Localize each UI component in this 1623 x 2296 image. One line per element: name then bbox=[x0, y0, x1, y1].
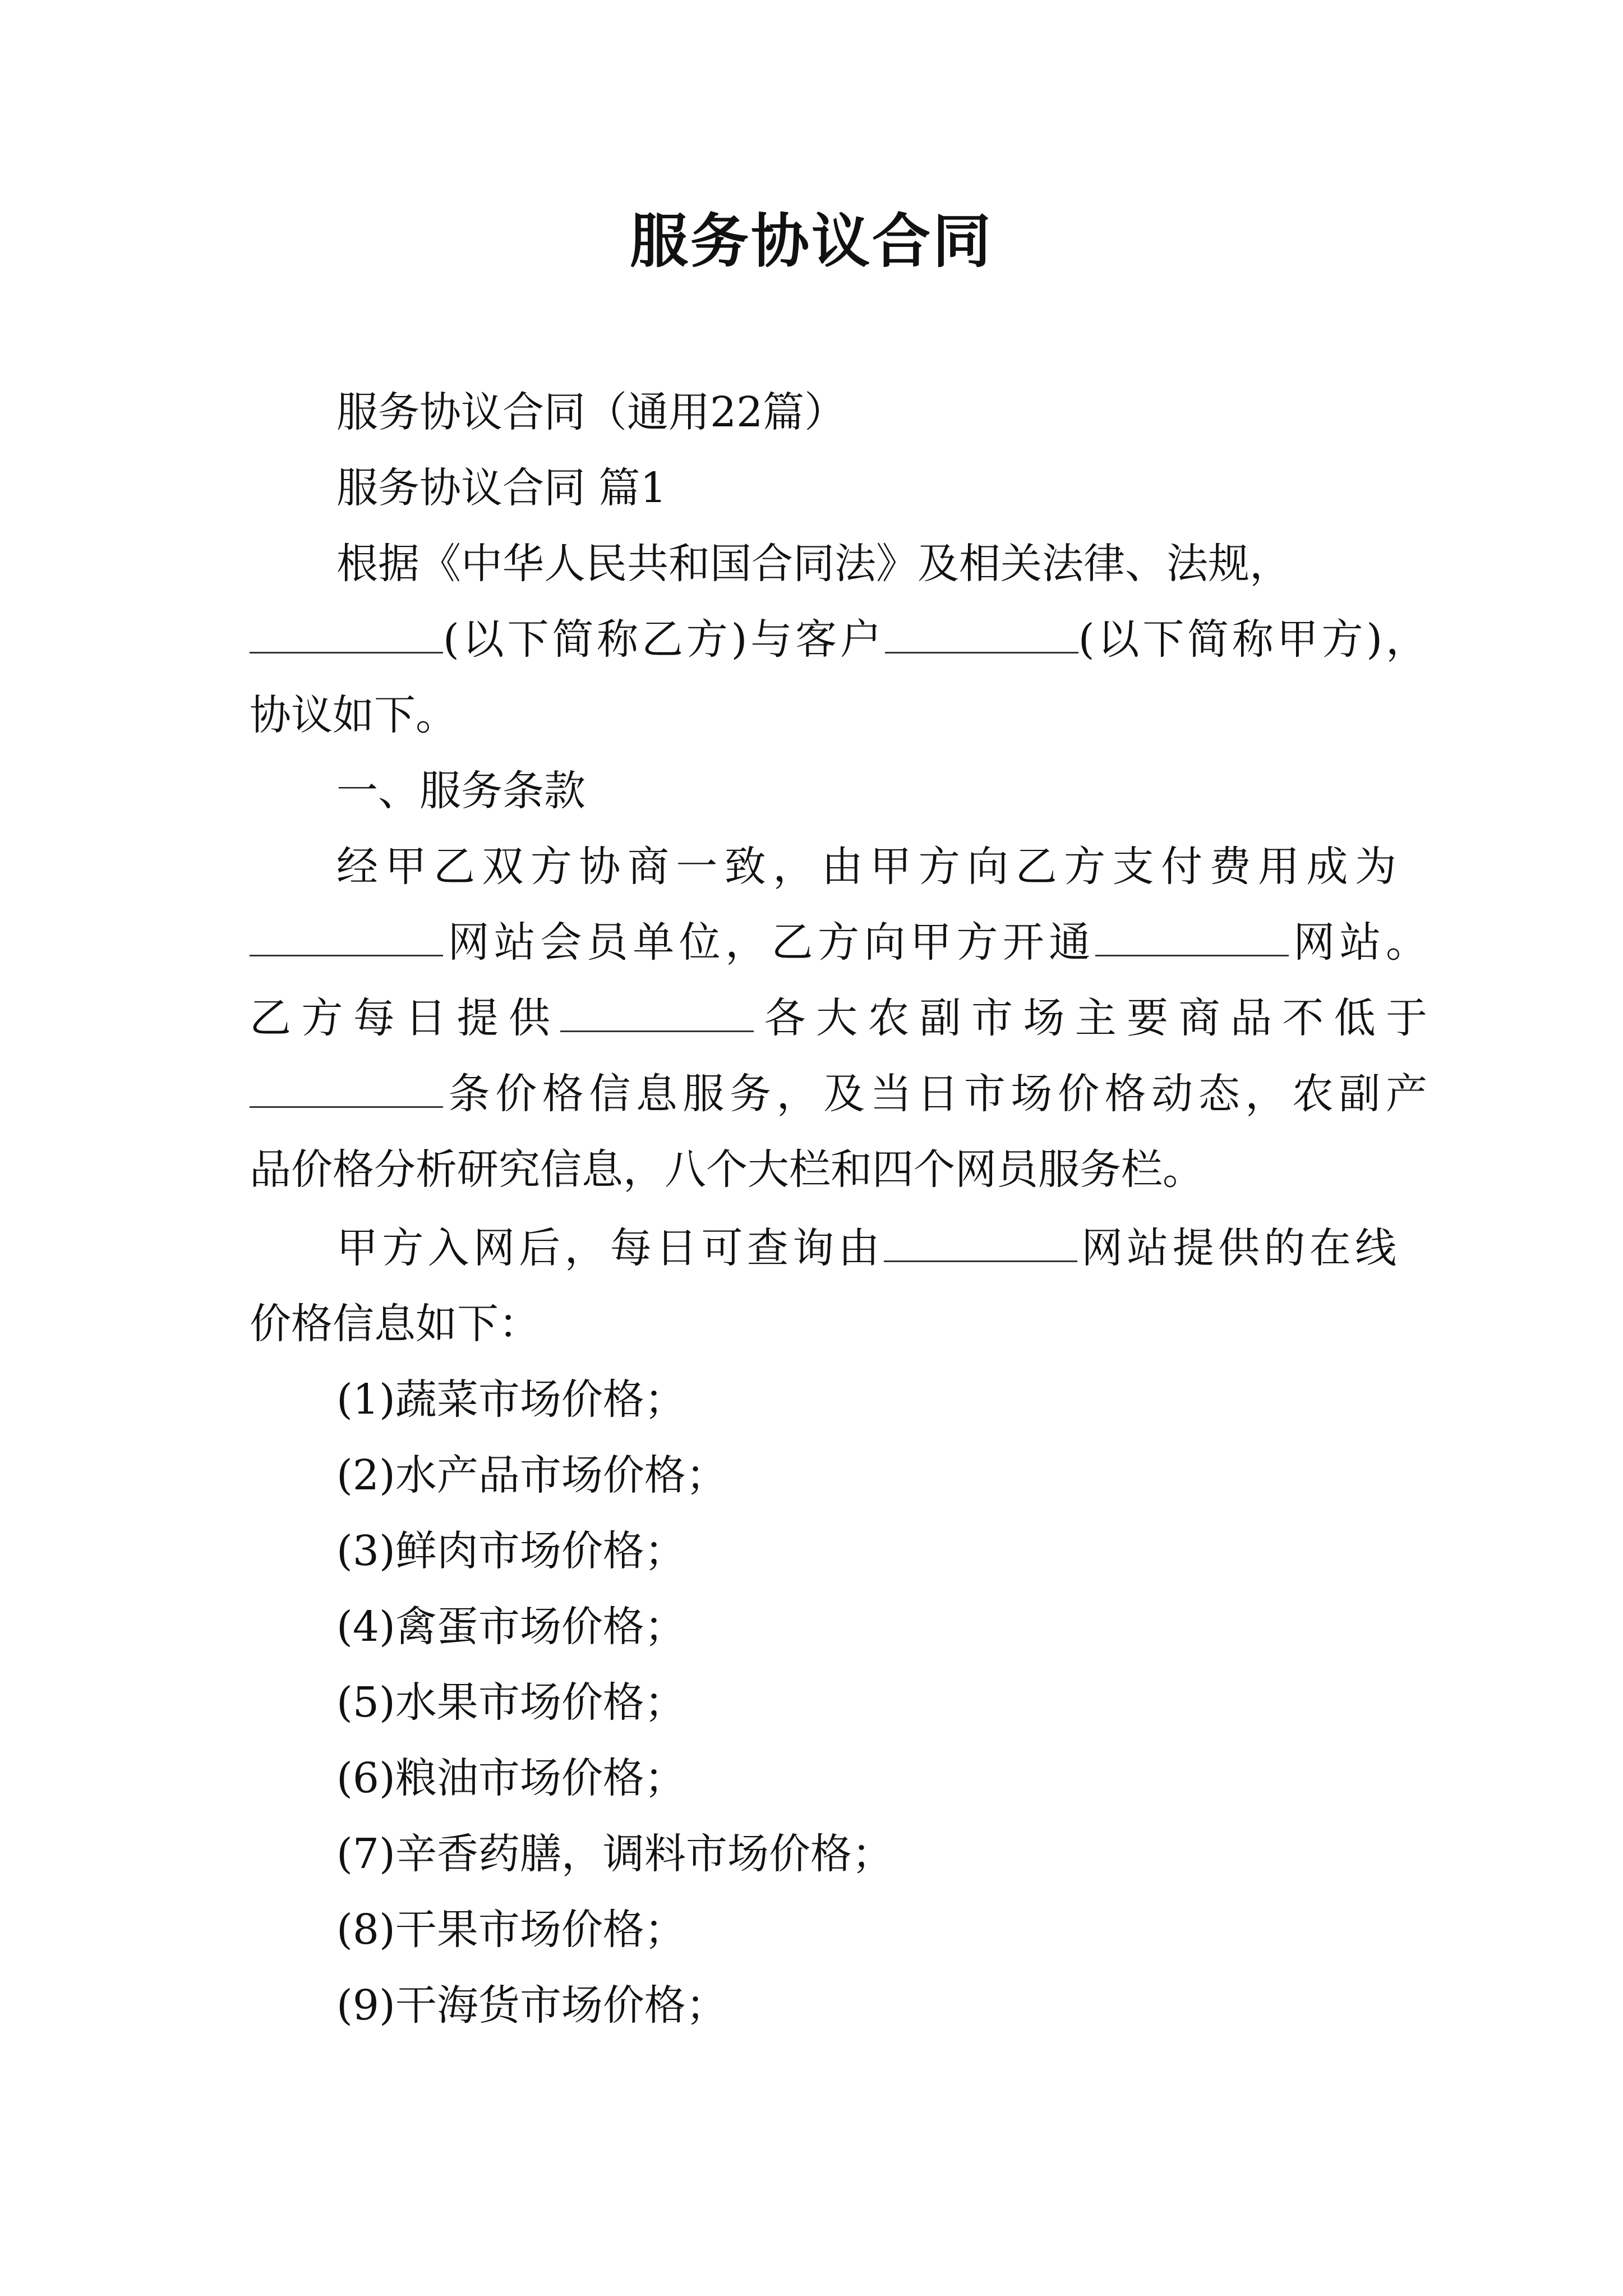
list-item: (5)水果市场价格； bbox=[336, 1678, 686, 1727]
blank-field bbox=[250, 915, 443, 956]
list-item: (4)禽蛋市场价格； bbox=[336, 1603, 686, 1651]
query-line-2: 价格信息如下： bbox=[250, 1300, 540, 1348]
list-item: (8)干果市场价格； bbox=[336, 1906, 686, 1954]
document-title: 服务协议合同 bbox=[629, 206, 993, 275]
clause-text: 各大农副市场主要商品不低于 bbox=[754, 994, 1428, 1042]
document-subtitle: 服务协议合同（通用22篇） bbox=[336, 388, 846, 436]
blank-field bbox=[250, 613, 443, 654]
clause-heading: 一、服务条款 bbox=[336, 767, 585, 815]
intro-line-3: 协议如下。 bbox=[250, 691, 457, 739]
blank-field bbox=[885, 613, 1078, 654]
query-text: 网站提供的在线 bbox=[1077, 1224, 1397, 1272]
clause-line-5: 品价格分析研究信息，八个大栏和四个网员服务栏。 bbox=[250, 1145, 1204, 1194]
intro-line-2 bbox=[250, 609, 1427, 670]
clause-text: 网站。 bbox=[1288, 918, 1428, 967]
list-item: (9)干海货市场价格； bbox=[336, 1981, 727, 2030]
clause-line-4 bbox=[250, 1063, 1427, 1125]
intro-line-1: 根据《中华人民共和国合同法》及相关法律、法规， bbox=[336, 540, 1291, 588]
list-item: (1)蔬菜市场价格； bbox=[336, 1375, 686, 1424]
list-item: (3)鲜肉市场价格； bbox=[336, 1527, 686, 1575]
blank-field bbox=[1095, 915, 1289, 956]
list-item: (7)辛香药膳，调料市场价格； bbox=[336, 1830, 893, 1878]
blank-field bbox=[560, 991, 754, 1032]
section-heading: 服务协议合同 篇1 bbox=[336, 464, 667, 512]
intro-text: (以下简称乙方)与客户 bbox=[443, 615, 885, 664]
query-line-1 bbox=[336, 1217, 1396, 1279]
blank-field bbox=[884, 1221, 1077, 1262]
clause-text: 乙方每日提供 bbox=[250, 994, 561, 1042]
blank-field bbox=[250, 1067, 443, 1108]
clause-text: 网站会员单位，乙方向甲方开通 bbox=[443, 918, 1095, 967]
intro-text: (以下简称甲方)， bbox=[1078, 615, 1427, 664]
list-item: (6)粮油市场价格； bbox=[336, 1754, 686, 1802]
query-text: 甲方入网后，每日可查询由 bbox=[336, 1224, 884, 1272]
clause-line-2 bbox=[250, 912, 1427, 973]
clause-line-1: 经甲乙双方协商一致，由甲方向乙方支付费用成为 bbox=[336, 843, 1396, 891]
clause-text: 条价格信息服务，及当日市场价格动态，农副产 bbox=[443, 1070, 1427, 1118]
clause-line-3 bbox=[250, 987, 1427, 1049]
list-item: (2)水产品市场价格； bbox=[336, 1451, 727, 1499]
